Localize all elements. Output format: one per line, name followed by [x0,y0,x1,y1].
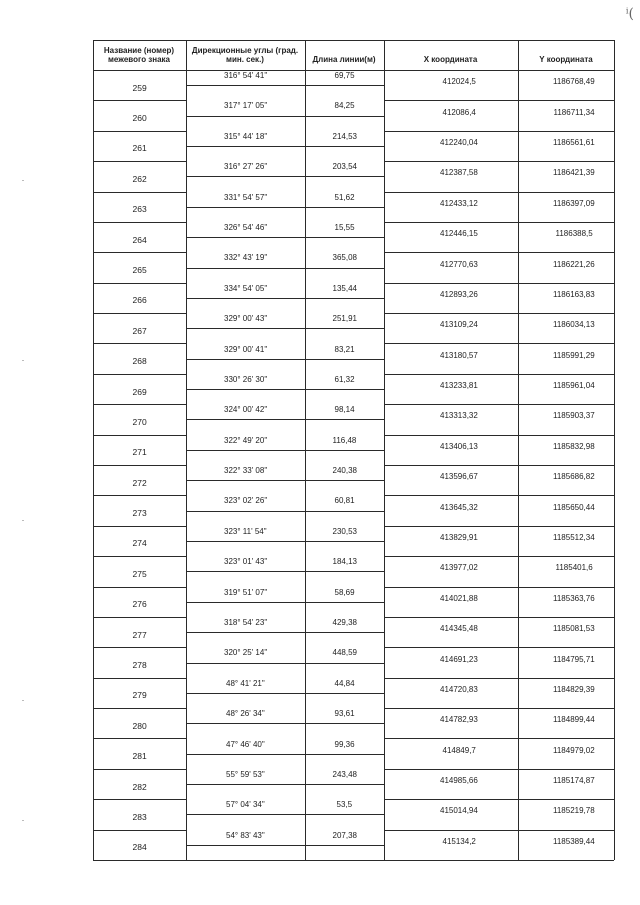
row-separator [93,678,186,679]
x-coordinate-cell: 413406,13 [440,441,478,451]
header-y-coordinate: Y координата [539,55,593,64]
y-coordinate-cell: 1185991,29 [553,350,595,360]
row-separator [93,131,186,132]
table-top-border [93,40,614,41]
line-length-cell: 214,53 [332,131,357,141]
line-length-cell: 116,48 [332,435,357,445]
row-separator [93,647,186,648]
direction-angle-cell: 323° 01' 43" [224,557,268,567]
row-separator [93,404,186,405]
x-coordinate-cell: 412893,26 [440,289,478,299]
scan-speck [22,360,24,361]
direction-angle-cell: 54° 83' 43" [226,830,265,840]
line-length-cell: 44,84 [334,678,355,688]
x-coordinate-cell: 414782,93 [440,715,478,725]
y-coordinate-cell: 1185686,82 [553,472,595,482]
direction-angle-cell: 316° 54' 41" [224,71,268,81]
line-length-cell: 60,81 [334,496,355,506]
scan-mark: ⁱ( [625,6,634,22]
row-separator [93,769,186,770]
x-coordinate-cell: 412240,04 [440,137,478,147]
direction-angle-cell: 326° 54' 46" [224,223,268,232]
row-separator [93,738,186,739]
y-coordinate-cell: 1185512,34 [553,532,595,542]
mark-name-cell: 262 [132,173,147,184]
row-separator [186,754,384,755]
row-separator [93,343,186,344]
line-length-cell: 365,08 [332,253,357,263]
column-divider [518,40,519,860]
mark-name-cell: 270 [132,416,147,427]
row-separator [186,207,384,208]
direction-angle-cell: 320° 25' 14" [224,648,268,658]
table-bottom-border [93,860,614,861]
row-separator [384,343,614,344]
mark-name-cell: 264 [132,234,147,245]
mark-name-cell: 265 [132,265,147,275]
line-length-cell: 53,5 [336,800,353,810]
y-coordinate-cell: 1186711,34 [553,107,595,117]
mark-name-cell: 283 [132,811,147,822]
line-length-cell: 243,48 [332,769,357,779]
direction-angle-cell: 316° 27' 26" [224,162,268,172]
y-coordinate-cell: 1185363,76 [553,593,595,603]
row-separator [384,647,614,648]
mark-name-cell: 268 [132,356,147,367]
row-separator [384,799,614,800]
y-coordinate-cell: 1185081,53 [553,624,595,634]
mark-name-cell: 267 [132,325,147,336]
direction-angle-cell: 47° 46' 40" [226,739,265,749]
line-length-cell: 230,53 [332,526,357,536]
y-coordinate-cell: 1184795,71 [553,654,595,664]
mark-name-cell: 276 [132,599,147,610]
row-separator [93,830,186,831]
column-divider [614,40,615,860]
row-separator [93,100,186,101]
row-separator [186,116,384,117]
row-separator [384,313,614,314]
line-length-cell: 93,61 [334,709,355,719]
line-length-cell: 448,59 [332,648,357,658]
x-coordinate-cell: 413109,24 [440,320,478,330]
y-coordinate-cell: 1185389,44 [553,836,595,846]
row-separator [384,222,614,223]
direction-angle-cell: 57° 04' 34" [226,800,265,810]
line-length-cell: 51,62 [334,192,355,202]
direction-angle-cell: 48° 41' 21" [226,678,265,688]
row-separator [186,450,384,451]
row-separator [384,769,614,770]
line-length-cell: 207,38 [332,830,357,840]
mark-name-cell: 263 [132,204,147,215]
header-line-length: Длина линии(м) [312,55,376,64]
row-separator [186,268,384,269]
y-coordinate-cell: 1184979,02 [553,745,595,755]
direction-angle-cell: 317° 17' 05" [224,101,268,111]
x-coordinate-cell: 414720,83 [440,684,478,694]
header-direction-angle: Дирекционные углы (град. мин. сек.) [191,46,299,64]
row-separator [384,100,614,101]
row-separator [93,708,186,709]
x-coordinate-cell: 414691,23 [440,654,478,664]
direction-angle-cell: 55° 59' 53" [226,769,265,779]
row-separator [93,283,186,284]
row-separator [93,465,186,466]
direction-angle-cell: 322° 33' 08" [224,466,268,476]
row-separator [384,192,614,193]
row-separator [384,587,614,588]
x-coordinate-cell: 415014,94 [440,806,478,816]
y-coordinate-cell: 1186388,5 [555,229,593,239]
header-x-coordinate: X координата [423,55,478,64]
line-length-cell: 99,36 [334,739,355,749]
mark-name-cell: 275 [132,568,147,579]
line-length-cell: 429,38 [332,618,357,627]
row-separator [186,419,384,420]
mark-name-cell: 261 [132,143,147,154]
x-coordinate-cell: 414345,48 [440,624,478,634]
y-coordinate-cell: 1184899,44 [553,715,595,725]
row-separator [186,541,384,542]
line-length-cell: 61,32 [334,374,355,384]
row-separator [384,283,614,284]
mark-name-cell: 259 [132,82,147,93]
y-coordinate-cell: 1186221,26 [553,259,595,269]
x-coordinate-cell: 413313,32 [440,411,478,421]
mark-name-cell: 269 [132,386,147,397]
mark-name-cell: 278 [132,660,147,670]
mark-name-cell: 277 [132,629,147,640]
row-separator [384,678,614,679]
row-separator [186,85,384,86]
row-separator [384,465,614,466]
row-separator [186,814,384,815]
row-separator [186,389,384,390]
mark-name-cell: 282 [132,781,147,792]
line-length-cell: 58,69 [334,587,355,597]
row-separator [186,328,384,329]
row-separator [186,632,384,633]
row-separator [93,313,186,314]
direction-angle-cell: 331° 54' 57" [224,192,268,202]
row-separator [186,176,384,177]
line-length-cell: 240,38 [332,466,357,476]
row-separator [93,435,186,436]
y-coordinate-cell: 1186163,83 [553,289,595,299]
direction-angle-cell: 329° 00' 43" [224,314,268,324]
y-coordinate-cell: 1184829,39 [553,684,595,694]
x-coordinate-cell: 412024,5 [442,77,476,87]
row-separator [384,738,614,739]
row-separator [186,602,384,603]
line-length-cell: 15,55 [334,223,355,232]
direction-angle-cell: 315° 44' 18" [224,131,268,141]
row-separator [384,830,614,831]
row-separator [384,708,614,709]
row-separator [93,222,186,223]
row-separator [93,526,186,527]
line-length-cell: 98,14 [334,405,355,415]
line-length-cell: 184,13 [332,557,357,567]
y-coordinate-cell: 1186421,39 [553,168,595,178]
scan-speck [22,180,24,181]
row-separator [384,252,614,253]
row-separator [186,723,384,724]
column-divider [93,40,94,860]
mark-name-cell: 271 [132,447,147,458]
direction-angle-cell: 334° 54' 05" [224,283,268,293]
y-coordinate-cell: 1185961,04 [553,381,595,391]
row-separator [93,374,186,375]
row-separator [93,587,186,588]
direction-angle-cell: 323° 11' 54" [224,526,267,536]
mark-name-cell: 274 [132,538,147,549]
row-separator [384,526,614,527]
scan-speck [22,820,24,821]
x-coordinate-cell: 412086,4 [442,107,476,117]
y-coordinate-cell: 1186561,61 [553,137,595,147]
column-divider [384,40,385,860]
row-separator [186,511,384,512]
row-separator [93,252,186,253]
direction-angle-cell: 332° 43' 19" [224,253,268,263]
mark-name-cell: 280 [132,720,147,731]
mark-name-cell: 266 [132,295,147,306]
x-coordinate-cell: 413180,57 [440,350,478,360]
row-separator [384,131,614,132]
row-separator [186,663,384,664]
direction-angle-cell: 323° 02' 26" [224,496,268,506]
row-separator [186,359,384,360]
line-length-cell: 84,25 [334,101,355,111]
x-coordinate-cell: 414985,66 [440,776,478,786]
row-separator [186,845,384,846]
mark-name-cell: 279 [132,690,147,701]
row-separator [93,161,186,162]
direction-angle-cell: 329° 00' 41" [224,344,268,354]
y-coordinate-cell: 1185903,37 [553,411,595,421]
mark-name-cell: 260 [132,113,147,124]
x-coordinate-cell: 412433,12 [440,198,478,208]
x-coordinate-cell: 413977,02 [440,563,478,573]
mark-name-cell: 284 [132,842,147,853]
row-separator [186,298,384,299]
row-separator [384,161,614,162]
direction-angle-cell: 322° 49' 20" [224,435,268,445]
mark-name-cell: 272 [132,477,147,488]
row-separator [93,192,186,193]
row-separator [384,617,614,618]
y-coordinate-cell: 1186397,09 [553,198,595,208]
x-coordinate-cell: 413829,91 [440,532,478,542]
row-separator [93,495,186,496]
y-coordinate-cell: 1185174,87 [553,776,595,786]
line-length-cell: 135,44 [332,283,357,293]
row-separator [384,556,614,557]
x-coordinate-cell: 414021,88 [440,593,478,603]
direction-angle-cell: 324° 00' 42" [224,405,268,415]
y-coordinate-cell: 1185832,98 [553,441,595,451]
direction-angle-cell: 48° 26' 34" [226,709,265,719]
x-coordinate-cell: 412446,15 [440,229,478,239]
scan-speck [22,520,24,521]
direction-angle-cell: 319° 51' 07" [224,587,268,597]
row-separator [186,693,384,694]
row-separator [384,495,614,496]
line-length-cell: 69,75 [334,71,355,81]
row-separator [186,146,384,147]
row-separator [384,374,614,375]
row-separator [384,435,614,436]
x-coordinate-cell: 413645,32 [440,502,478,512]
scan-speck [22,700,24,701]
direction-angle-cell: 318° 54' 23" [224,618,268,627]
y-coordinate-cell: 1186768,49 [553,77,595,87]
row-separator [186,571,384,572]
y-coordinate-cell: 1185401,6 [555,563,593,573]
row-separator [93,799,186,800]
x-coordinate-cell: 414849,7 [442,745,476,755]
line-length-cell: 251,91 [332,314,357,324]
line-length-cell: 83,21 [334,344,355,354]
direction-angle-cell: 330° 26' 30" [224,374,268,384]
mark-name-cell: 281 [132,751,147,762]
x-coordinate-cell: 413233,81 [440,381,478,391]
x-coordinate-cell: 415134,2 [442,836,476,846]
y-coordinate-cell: 1185650,44 [553,502,595,512]
header-mark-name: Название (номер) межевого знака [103,46,175,64]
row-separator [384,404,614,405]
y-coordinate-cell: 1185219,78 [553,806,595,816]
row-separator [186,784,384,785]
x-coordinate-cell: 412387,58 [440,168,478,178]
y-coordinate-cell: 1186034,13 [553,320,595,330]
row-separator [93,556,186,557]
row-separator [186,237,384,238]
mark-name-cell: 273 [132,508,147,519]
row-separator [93,617,186,618]
line-length-cell: 203,54 [332,162,357,172]
x-coordinate-cell: 413596,67 [440,472,478,482]
row-separator [186,480,384,481]
x-coordinate-cell: 412770,63 [440,259,478,269]
